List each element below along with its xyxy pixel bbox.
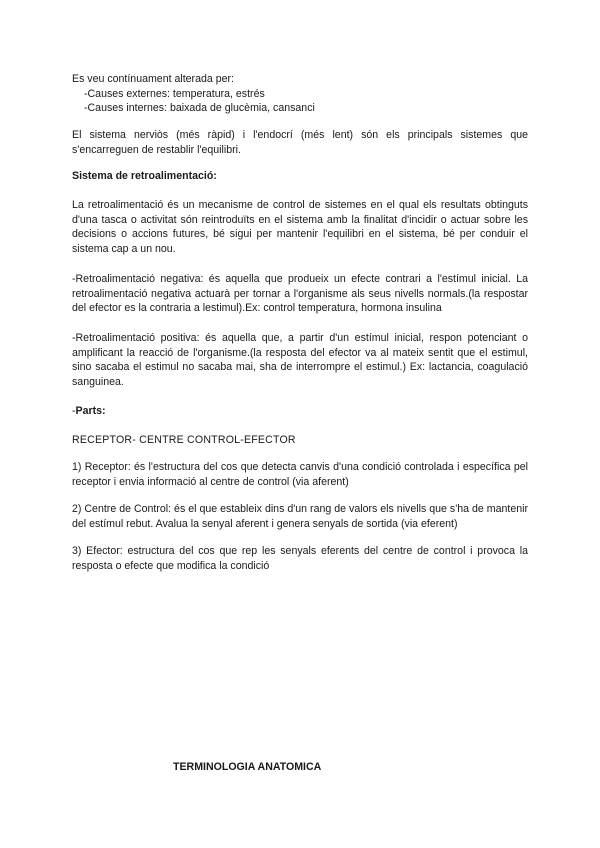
intro-block <box>72 72 528 116</box>
intro-internal-causes: -Causes internes: baixada de glucèmia, cansanci <box>84 102 315 114</box>
intro-lead: Es veu contínuament alterada per: <box>72 73 234 85</box>
feedback-heading: Sistema de retroalimentació: <box>72 170 217 182</box>
part-control-centre: 2) Centre de Control: és el que estableix dins d'un rang de valors els nivells que s'ha de mantenir del estímul rebut. Avalua la senyal aferent i genera senyals de sortida (via eferent) <box>72 503 528 530</box>
parts-heading-prefix: - <box>72 405 76 417</box>
parts-chain: RECEPTOR- CENTRE CONTROL-EFECTOR <box>72 434 296 446</box>
terminology-title: TERMINOLOGIA ANATOMICA <box>173 761 322 773</box>
parts-heading-text: Parts: <box>75 405 106 417</box>
intro-external-causes: -Causes externes: temperatura, estrés <box>84 87 265 100</box>
systems-paragraph: El sistema nerviòs (més ràpid) i l'endocrí (més lent) són els principals sistemes que s'encarreguen de restablir l'equilibri. <box>72 129 528 156</box>
part-receptor: 1) Receptor: és l'estructura del cos que detecta canvis d'una condició controlada i específica pel receptor i envia informació al centre de control (via aferent) <box>72 461 528 488</box>
parts-heading <box>72 404 528 419</box>
part-effector: 3) Efector: estructura del cos que rep les senyals eferents del centre de control i provoca la resposta o efecte que modifica la condició <box>72 545 528 572</box>
negative-feedback-paragraph: -Retroalimentació negativa: és aquella que produeix un efecte contrari a l'estímul inicial. La retroalimentació negativa actuarà per tornar a l'organisme als seus nivells normals.(la respostar del efector es la contraria a lestimul).Ex: control temperatura, hormona insulina <box>72 273 528 314</box>
feedback-definition: La retroalimentació és un mecanisme de control de sistemes en el qual els resultats obtinguts d'una tasca o activitat són reintroduïts en el sistema amb la finalitat d'incidir o actuar sobre les decisions o accions futures, bé sigui per mantenir l'equilibri en el sistema, bé per conduir el sistema cap a un nou. <box>72 199 528 255</box>
positive-feedback-paragraph: -Retroalimentació positiva: és aquella que, a partir d'un estímul inicial, respon potenciant o amplificant la reacció de l'organisme.(la resposta del efector va al mateix sentit que el estimul, sino sacaba el estimul no sacaba mai, sha de interrompre el estimul.) Ex: lactancia, coagulació sanguinea. <box>72 332 528 388</box>
